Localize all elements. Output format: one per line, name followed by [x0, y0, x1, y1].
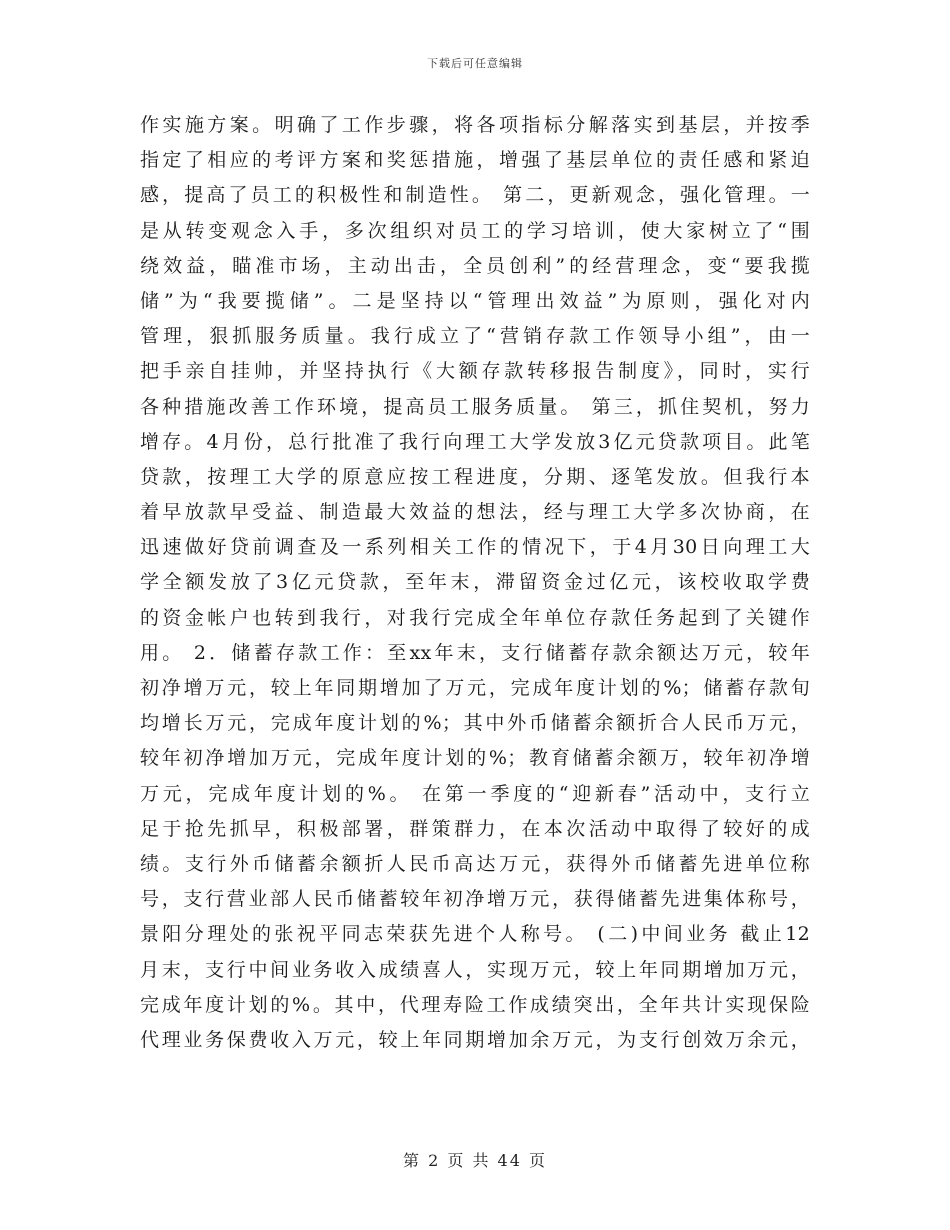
text-line: 的资金帐户也转到我行，对我行完成全年单位存款任务起到了关键作 [140, 606, 810, 629]
text-line: 月末，支行中间业务收入成绩喜人，实现万元，较上年同期增加万元， [140, 958, 810, 981]
page-number: 第 2 页 共 44 页 [403, 1151, 547, 1170]
text-line: 用。 2．储蓄存款工作：至xx年末，支行储蓄存款余额达万元，较年 [140, 641, 810, 664]
text-line: 储”为“我要揽储”。二是坚持以“管理出效益”为原则，强化对内 [140, 289, 810, 312]
text-line: 着早放款早受益、制造最大效益的想法，经与理工大学多次协商，在 [140, 501, 810, 524]
text-line: 是从转变观念入手，多次组织对员工的学习培训，使大家树立了“围 [140, 219, 810, 242]
text-line: 把手亲自挂帅，并坚持执行《大额存款转移报告制度》，同时，实行 [140, 360, 810, 383]
text-line: 迅速做好贷前调查及一系列相关工作的情况下，于4月30日向理工大 [140, 536, 810, 559]
document-body [140, 108, 810, 1058]
text-line: 初净增万元，较上年同期增加了万元，完成年度计划的%；储蓄存款旬 [140, 677, 810, 699]
text-line: 管理，狠抓服务质量。我行成立了“营销存款工作领导小组”，由一 [140, 325, 810, 348]
page-header-note: 下载后可任意编辑 [427, 57, 523, 70]
text-line: 指定了相应的考评方案和奖惩措施，增强了基层单位的责任感和紧迫 [140, 149, 810, 172]
text-line: 贷款，按理工大学的原意应按工程进度，分期、逐笔发放。但我行本 [140, 465, 810, 488]
text-line: 号，支行营业部人民币储蓄较年初净增万元，获得储蓄先进集体称号， [140, 888, 810, 911]
text-line: 作实施方案。明确了工作步骤，将各项指标分解落实到基层，并按季 [140, 114, 810, 136]
text-line: 绩。支行外币储蓄余额折人民币高达万元，获得外币储蓄先进单位称 [140, 852, 810, 875]
text-line: 代理业务保费收入万元，较上年同期增加余万元，为支行创效万余元， [140, 1028, 810, 1051]
text-line: 完成年度计划的%。其中，代理寿险工作成绩突出，全年共计实现保险 [140, 993, 810, 1016]
text-line: 增存。4月份，总行批准了我行向理工大学发放3亿元贷款项目。此笔 [140, 430, 810, 453]
text-line: 学全额发放了3亿元贷款，至年末，滞留资金过亿元，该校收取学费 [140, 571, 810, 594]
text-line: 较年初净增加万元，完成年度计划的%；教育储蓄余额万，较年初净增 [140, 747, 810, 770]
text-line: 各种措施改善工作环境，提高员工服务质量。 第三，抓住契机，努力 [140, 395, 810, 418]
text-line: 景阳分理处的张祝平同志荣获先进个人称号。 (二)中间业务 截止12 [140, 923, 810, 946]
text-line: 绕效益，瞄准市场，主动出击，全员创利”的经营理念，变“要我揽 [140, 254, 810, 277]
text-line: 感，提高了员工的积极性和制造性。 第二，更新观念，强化管理。一 [140, 184, 810, 207]
text-line: 万元，完成年度计划的%。 在第一季度的“迎新春”活动中，支行立 [140, 782, 810, 805]
text-line: 均增长万元，完成年度计划的%；其中外币储蓄余额折合人民币万元， [140, 712, 810, 735]
text-line: 足于抢先抓早，积极部署，群策群力，在本次活动中取得了较好的成 [140, 817, 810, 840]
